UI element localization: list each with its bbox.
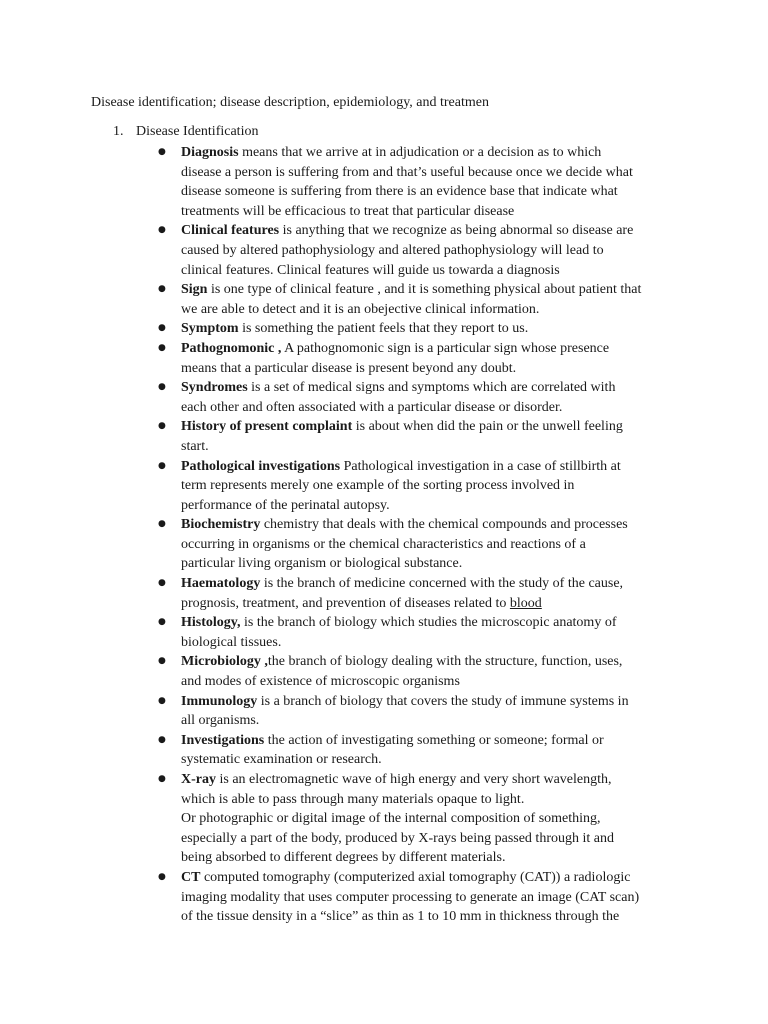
definition-text: being absorbed to different degrees by different materials.	[181, 850, 506, 866]
definition-text: prognosis, treatment, and prevention of diseases related to	[181, 595, 510, 611]
list-item	[181, 731, 681, 770]
term: Microbiology ,	[181, 654, 268, 670]
definition-text: treatments will be efficacious to treat that particular disease	[181, 203, 515, 219]
section-heading	[113, 123, 258, 141]
text-line	[181, 280, 681, 300]
definition-text: caused by altered pathophysiology and altered pathophysiology will lead to	[181, 242, 604, 258]
definition-text: the action of investigating something or someone; formal or	[264, 732, 604, 748]
text-line	[181, 888, 681, 908]
text-line	[181, 163, 681, 183]
definition-text: the branch of biology dealing with the structure, function, uses,	[267, 654, 623, 670]
term: Clinical features	[181, 223, 280, 239]
definition-text: performance of the perinatal autopsy.	[181, 497, 390, 513]
definition-text: means that a particular disease is present beyond any doubt.	[181, 360, 517, 376]
text-line	[181, 261, 681, 281]
text-line	[181, 457, 681, 477]
text-line	[181, 241, 681, 261]
text-line	[181, 398, 681, 418]
text-line	[181, 143, 681, 163]
definition-text: is anything that we recognize as being abnormal so disease are	[279, 223, 634, 239]
text-line	[181, 378, 681, 398]
text-line	[181, 554, 681, 574]
term: Investigations	[181, 732, 265, 748]
definition-text: we are able to detect and it is an obejective clinical information.	[181, 301, 540, 317]
section-number: 1.	[113, 124, 124, 139]
term: Diagnosis	[181, 145, 239, 160]
definition-text: clinical features. Clinical features will guide us towarda a diagnosis	[181, 262, 560, 278]
text-line	[181, 437, 681, 457]
hyperlink[interactable]: blood	[509, 595, 542, 611]
section-title: Disease Identification	[136, 124, 259, 139]
list-item	[181, 319, 681, 339]
text-line	[181, 672, 681, 692]
definition-text: is an electromagnetic wave of high energy and very short wavelength,	[216, 772, 612, 787]
term: X-ray	[181, 772, 216, 787]
term: Pathological investigations	[181, 458, 341, 474]
definition-text: disease someone is suffering from there is an evidence base that indicate what	[181, 184, 618, 200]
document-title: Disease identification; disease description, epidemiology, and treatmen	[91, 95, 489, 110]
term: Immunology	[181, 693, 258, 709]
definition-text: is about when did the pain or the unwell feeling	[352, 419, 623, 435]
definition-text: is the branch of biology which studies the microscopic anatomy of	[240, 615, 617, 631]
list-item	[181, 868, 681, 927]
text-line	[181, 221, 681, 241]
text-line	[181, 319, 681, 339]
definition-text: disease a person is suffering from and that’s useful because once we decide what	[181, 164, 633, 180]
text-line	[181, 868, 681, 888]
text-line	[181, 907, 681, 927]
definition-text: is a set of medical signs and symptoms which are correlated with	[247, 380, 616, 396]
definition-list	[181, 143, 681, 927]
text-line	[181, 359, 681, 379]
list-item	[181, 417, 681, 456]
text-line	[181, 202, 681, 222]
definition-text: chemistry that deals with the chemical compounds and processes	[260, 517, 628, 533]
text-line	[181, 770, 681, 790]
definition-text: start.	[181, 438, 209, 454]
definition-text: is a branch of biology that covers the study of immune systems in	[257, 693, 629, 709]
list-item	[181, 143, 681, 221]
definition-text: is one type of clinical feature , and it is something physical about patient that	[207, 282, 642, 298]
text-line	[181, 809, 681, 829]
definition-text: occurring in organisms or the chemical characteristics and reactions of a	[181, 536, 586, 552]
list-item	[181, 613, 681, 652]
text-line	[181, 496, 681, 516]
definition-text: biological tissues.	[181, 634, 282, 650]
definition-text: A pathognomonic sign is a particular sign whose presence	[281, 340, 610, 356]
text-line	[181, 535, 681, 555]
text-line	[181, 652, 681, 672]
text-line	[181, 417, 681, 437]
text-line	[181, 339, 681, 359]
text-line	[181, 515, 681, 535]
definition-text: each other and often associated with a particular disease or disorder.	[181, 399, 563, 415]
definition-text: is the branch of medicine concerned with the study of the cause,	[260, 576, 624, 592]
definition-text: Pathological investigation in a case of stillbirth at	[340, 458, 621, 474]
term: Syndromes	[181, 380, 248, 396]
text-line	[181, 692, 681, 712]
definition-text: particular living organism or biological substance.	[181, 556, 463, 572]
list-item	[181, 457, 681, 516]
definition-text: especially a part of the body, produced by X-rays being passed through it and	[181, 830, 614, 846]
term: Haematology	[181, 576, 261, 592]
definition-text: of the tissue density in a “slice” as thin as 1 to 10 mm in thickness through the	[181, 909, 620, 925]
text-line	[181, 731, 681, 751]
list-item	[181, 339, 681, 378]
text-line	[181, 790, 681, 810]
term: Biochemistry	[181, 517, 261, 533]
text-line	[181, 750, 681, 770]
text-line	[181, 182, 681, 202]
term: Sign	[181, 282, 208, 298]
definition-text: is something the patient feels that they report to us.	[238, 321, 529, 337]
list-item	[181, 378, 681, 417]
term: Symptom	[181, 321, 239, 337]
term: History of present complaint	[181, 419, 353, 435]
definition-text: which is able to pass through many materials opaque to light.	[181, 791, 525, 807]
definition-text: term represents merely one example of the sorting process involved in	[181, 478, 575, 494]
term: Histology,	[181, 615, 241, 631]
list-item	[181, 574, 681, 613]
text-line	[181, 829, 681, 849]
text-line	[181, 711, 681, 731]
list-item	[181, 652, 681, 691]
text-line	[181, 613, 681, 633]
list-item	[181, 515, 681, 574]
definition-text: computed tomography (computerized axial tomography (CAT)) a radiologic	[200, 869, 631, 885]
text-line	[181, 300, 681, 320]
text-line	[181, 848, 681, 868]
definition-text: imaging modality that uses computer processing to generate an image (CAT scan)	[181, 889, 640, 905]
text-line	[181, 476, 681, 496]
text-line	[181, 594, 681, 614]
list-item	[181, 280, 681, 319]
list-item	[181, 770, 681, 868]
definition-text: means that we arrive at in adjudication or a decision as to which	[238, 145, 602, 160]
list-item	[181, 221, 681, 280]
definition-text: all organisms.	[181, 713, 260, 729]
definition-text: Or photographic or digital image of the internal composition of something,	[181, 811, 601, 827]
list-item	[181, 692, 681, 731]
text-line	[181, 633, 681, 653]
definition-text: and modes of existence of microscopic organisms	[181, 674, 460, 690]
text-line	[181, 574, 681, 594]
term: Pathognomonic ,	[181, 340, 282, 356]
definition-text: systematic examination or research.	[181, 752, 382, 768]
term: CT	[181, 869, 201, 885]
